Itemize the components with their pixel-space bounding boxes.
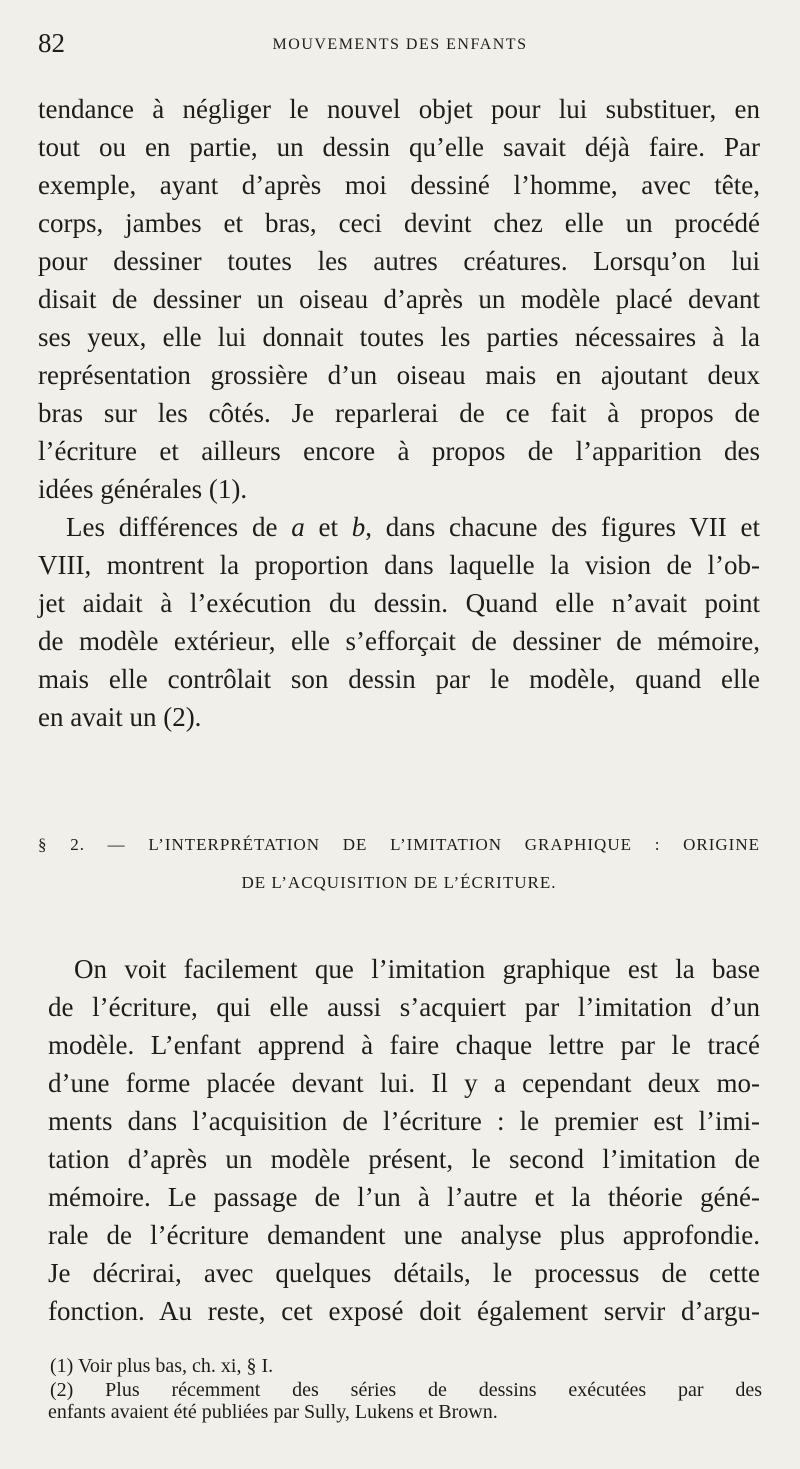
- section-heading: § 2. — L’INTERPRÉTATION DE L’IMITATION GRAPHIQUE : ORIGINE: [38, 835, 760, 854]
- body-line-indented: Les différences de a et b, dans chacune des figures VII et: [66, 512, 760, 542]
- body-line: ses yeux, elle lui donnait toutes les parties nécessaires à la: [38, 322, 760, 352]
- variable-a: a: [291, 512, 305, 542]
- section-heading-continued: DE L’ACQUISITION DE L’ÉCRITURE.: [241, 873, 557, 892]
- body-line: modèle. L’enfant apprend à faire chaque lettre par le tracé: [48, 1030, 760, 1060]
- page-number: 82: [38, 28, 65, 58]
- body-line: de l’écriture, qui elle aussi s’acquiert par l’imitation d’un: [48, 992, 760, 1022]
- body-line: de modèle extérieur, elle s’efforçait de dessiner de mémoire,: [38, 626, 760, 656]
- footnote-1: (1) Voir plus bas, ch. xi, § I.: [50, 1355, 274, 1377]
- body-line: rale de l’écriture demandent une analyse plus approfondie.: [48, 1220, 760, 1250]
- body-line-indented: On voit facilement que l’imitation graphique est la base: [74, 954, 760, 984]
- body-line: l’écriture et ailleurs encore à propos de l’apparition des: [38, 436, 760, 466]
- running-head: MOUVEMENTS DES ENFANTS: [272, 36, 528, 53]
- body-line: en avait un (2).: [38, 702, 202, 732]
- body-line: d’une forme placée devant lui. Il y a cependant deux mo-: [48, 1068, 760, 1098]
- body-line: disait de dessiner un oiseau d’après un modèle placé devant: [38, 284, 760, 314]
- body-line: corps, jambes et bras, ceci devint chez elle un procédé: [38, 208, 760, 238]
- body-line: exemple, ayant d’après moi dessiné l’homme, avec tête,: [38, 170, 760, 200]
- body-line: jet aidait à l’exécution du dessin. Quand elle n’avait point: [38, 588, 760, 618]
- body-line: tendance à négliger le nouvel objet pour lui substituer, en: [38, 94, 760, 124]
- body-line: fonction. Au reste, cet exposé doit également servir d’argu-: [48, 1296, 760, 1326]
- body-line: mémoire. Le passage de l’un à l’autre et la théorie géné-: [48, 1182, 760, 1212]
- body-line: ments dans l’acquisition de l’écriture : le premier est l’imi-: [48, 1106, 760, 1136]
- footnote-2-continued: enfants avaient été publiées par Sully, Lukens et Brown.: [48, 1401, 498, 1423]
- footnote-2: (2) Plus récemment des séries de dessins exécutées par des: [50, 1379, 762, 1401]
- body-line: pour dessiner toutes les autres créatures. Lorsqu’on lui: [38, 246, 760, 276]
- body-line: mais elle contrôlait son dessin par le modèle, quand elle: [38, 664, 760, 694]
- body-line: bras sur les côtés. Je reparlerai de ce fait à propos de: [38, 398, 760, 428]
- body-line: tation d’après un modèle présent, le second l’imitation de: [48, 1144, 760, 1174]
- body-line: représentation grossière d’un oiseau mais en ajoutant deux: [38, 360, 760, 390]
- body-line: Je décrirai, avec quelques détails, le processus de cette: [48, 1258, 760, 1288]
- body-line: tout ou en partie, un dessin qu’elle savait déjà faire. Par: [38, 132, 760, 162]
- body-line: idées générales (1).: [38, 474, 248, 504]
- page-header: [38, 28, 762, 68]
- body-line: VIII, montrent la proportion dans laquelle la vision de l’ob-: [38, 550, 760, 580]
- variable-b: b: [351, 512, 366, 542]
